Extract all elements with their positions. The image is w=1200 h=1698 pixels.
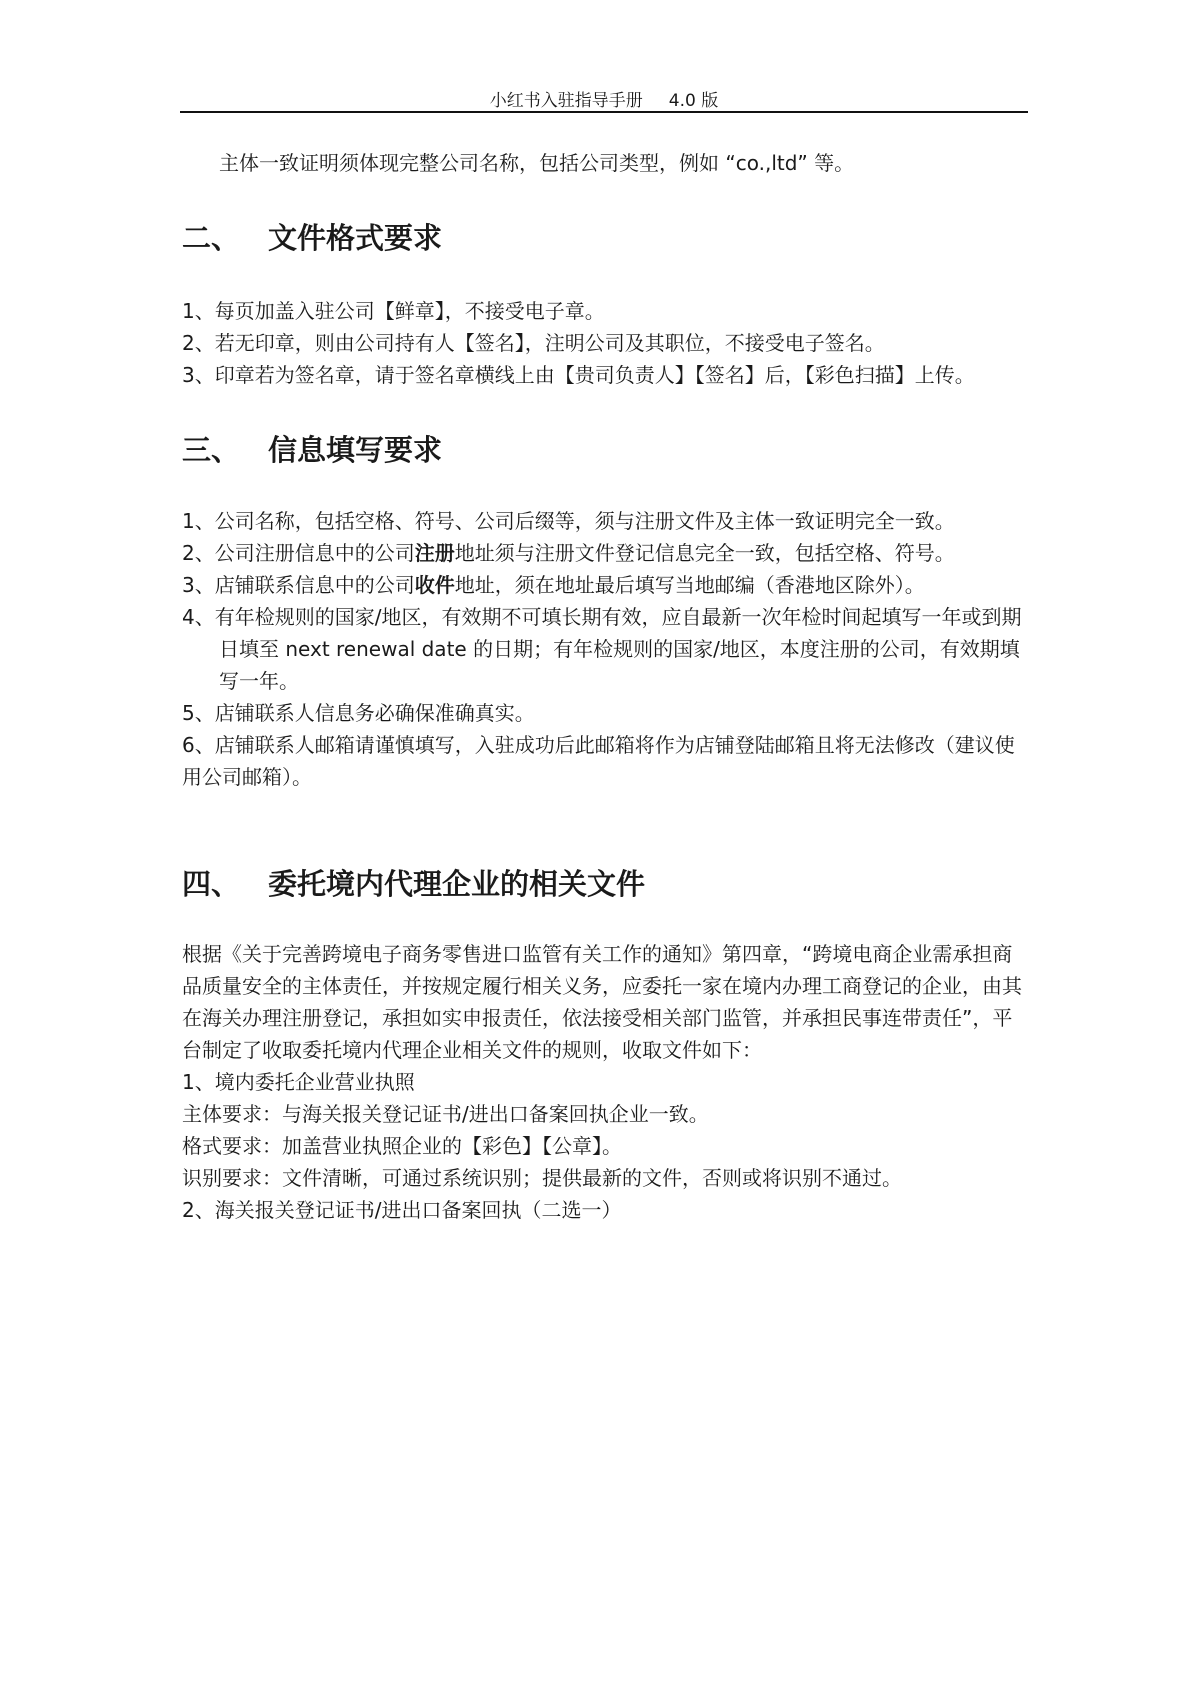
list-item: 1、每页加盖入驻公司【鲜章】，不接受电子章。 bbox=[182, 299, 605, 323]
intro-paragraph: 主体一致证明须体现完整公司名称，包括公司类型，例如 “co.,ltd” 等。 bbox=[219, 151, 855, 175]
list-item: 2、海关报关登记证书/进出口备案回执（二选一） bbox=[182, 1198, 622, 1222]
text: 2、公司注册信息中的公司 bbox=[182, 541, 415, 565]
section-2-list bbox=[182, 295, 1028, 391]
section-number: 二、 bbox=[182, 221, 241, 255]
section-number: 三、 bbox=[182, 433, 241, 467]
text: 3、店铺联系信息中的公司 bbox=[182, 573, 415, 597]
section-3-list bbox=[182, 505, 1028, 793]
list-item: 1、公司名称，包括空格、符号、公司后缀等，须与注册文件及主体一致证明完全一致。 bbox=[182, 509, 955, 533]
text: 地址，须在地址最后填写当地邮编（香港地区除外）。 bbox=[454, 573, 925, 597]
list-item bbox=[182, 569, 1028, 601]
section-title: 信息填写要求 bbox=[268, 433, 443, 467]
list-item: 6、店铺联系人邮箱请谨慎填写，入驻成功后此邮箱将作为店铺登陆邮箱且将无法修改（建议使用公司邮箱）。 bbox=[182, 733, 1015, 789]
requirement-line: 主体要求：与海关报关登记证书/进出口备案回执企业一致。 bbox=[182, 1102, 709, 1126]
page-header bbox=[180, 86, 1028, 111]
section-4-body bbox=[182, 938, 1028, 1226]
bold-text: 收件 bbox=[414, 573, 455, 597]
section-number: 四、 bbox=[182, 867, 241, 901]
requirement-line: 格式要求：加盖营业执照企业的【彩色】【公章】。 bbox=[182, 1134, 622, 1158]
requirement-line: 识别要求：文件清晰，可通过系统识别；提供最新的文件，否则或将识别不通过。 bbox=[182, 1166, 902, 1190]
list-item: 3、印章若为签名章，请于签名章横线上由【贵司负责人】【签名】后，【彩色扫描】上传。 bbox=[182, 363, 975, 387]
section-title: 委托境内代理企业的相关文件 bbox=[268, 867, 646, 901]
section-title: 文件格式要求 bbox=[268, 221, 443, 255]
header-title: 小红书入驻指导手册 bbox=[489, 91, 643, 111]
list-item: 5、店铺联系人信息务必确保准确真实。 bbox=[182, 701, 535, 725]
section-heading-3 bbox=[182, 428, 442, 469]
text: 地址须与注册文件登记信息完全一致，包括空格、符号。 bbox=[454, 541, 955, 565]
list-item: 2、若无印章，则由公司持有人【签名】，注明公司及其职位，不接受电子签名。 bbox=[182, 331, 885, 355]
header-version: 4.0 版 bbox=[668, 91, 719, 111]
bold-text: 注册 bbox=[414, 541, 455, 565]
list-item: 4、有年检规则的国家/地区，有效期不可填长期有效，应自最新一次年检时间起填写一年或到期日填至 next renewal date 的日期；有年检规则的国家/地区，本度注册的公司，有效期填写一年。 bbox=[182, 605, 1022, 693]
list-item: 1、境内委托企业营业执照 bbox=[182, 1070, 415, 1094]
section-heading-2 bbox=[182, 216, 442, 257]
paragraph: 根据《关于完善跨境电子商务零售进口监管有关工作的通知》第四章，“跨境电商企业需承担商品质量安全的主体责任，并按规定履行相关义务，应委托一家在境内办理工商登记的企业，由其在海关办理注册登记，承担如实申报责任，依法接受相关部门监管，并承担民事连带责任”，平台制定了收取委托境内代理企业相关文件的规则，收取文件如下： bbox=[182, 942, 1022, 1062]
section-heading-4 bbox=[182, 862, 645, 903]
header-rule bbox=[180, 111, 1028, 113]
list-item bbox=[182, 537, 1028, 569]
